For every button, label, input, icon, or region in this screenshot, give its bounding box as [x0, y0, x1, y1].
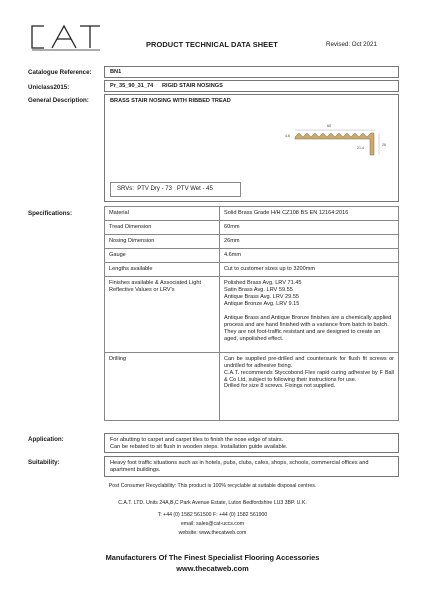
drilling-text: Can be supplied pre-drilled and countersunk for flush fit screws or undrilled for adhesive fixing.: [224, 355, 394, 369]
spec-value: Cut to customer sizes up to 3200mm: [220, 262, 399, 276]
revised-date: Revised: Oct 2021: [326, 41, 377, 48]
srv-box: [110, 182, 241, 197]
spec-value: Solid Brass Grade H/H CZ108 BS EN 12164:2016: [220, 207, 399, 221]
dim-left: 4.6: [285, 134, 290, 138]
drilling-label: Drilling: [105, 352, 220, 420]
spec-row: [105, 207, 399, 221]
nosing-profile-drawing: [283, 121, 395, 163]
drilling-text-3: Drilled for size 8 screws. Fixings not supplied.: [224, 383, 336, 390]
spec-name: Tread Dimension: [105, 220, 220, 234]
application-line-2: Can be rebated to sit flush in wooden steps. Installation guide available.: [110, 444, 288, 451]
specifications-table: [104, 206, 399, 421]
dim-width: 60: [327, 124, 331, 128]
suitability-label: Suitability:: [28, 459, 60, 466]
document-title: PRODUCT TECHNICAL DATA SHEET: [146, 40, 278, 49]
uniclass-code: Pr_35_90_31_74: [110, 83, 154, 89]
suitability-text: Heavy foot traffic situations such as in hotels, pubs, clubs, cafes, shops, schools, commercial offices and apartment buildings.: [110, 460, 369, 474]
dim-inner: 21.4: [357, 146, 364, 150]
spec-name: Lengths available: [105, 262, 220, 276]
company-address: C.A.T. LTD. Units 24A,B,C Park Avenue Estate, Luton Bedfordshire LU3 3BP. U.K.: [118, 500, 307, 506]
company-website: website: www.thecatweb.com: [178, 530, 247, 536]
uniclass-name: RIGID STAIR NOSINGS: [162, 83, 223, 89]
uniclass-box: [104, 80, 399, 92]
spec-value: 60mm: [220, 220, 399, 234]
application-line-1: For abutting to carpet and carpet tiles to finish the nose edge of stairs.: [110, 437, 284, 443]
finish-item: Antique Brass Avg. LRV 29.55: [224, 293, 300, 300]
dim-height: 26: [382, 143, 386, 147]
company-email: email: sales@cat-uccs.com: [180, 521, 245, 527]
finish-item: Satin Brass Avg. LRV 59.55: [224, 286, 293, 293]
spec-name: Nosing Dimension: [105, 234, 220, 248]
spec-name: Material: [105, 207, 220, 221]
finishes-row: [105, 276, 399, 352]
drilling-text-2: C.A.T. recommends Styccobond Flex rapid curing adhesive by F Ball & Co Ltd, subject to following their instructions for use.: [224, 369, 394, 383]
drilling-row: [105, 352, 399, 420]
catalogue-label: Catalogue Reference:: [28, 69, 92, 76]
spec-row: [105, 220, 399, 234]
finishes-note: Antique Brass and Antique Bronze finishes are a chemically applied process and are hand finished with a variance from batch to batch. They are not foot-traffic resistant and are designed to create an aged, unpolished effect.: [224, 314, 392, 342]
spec-value: 26mm: [220, 234, 399, 248]
finishes-label: Finishes available & Associated Light Reflective Values or LRV's: [105, 276, 220, 352]
application-label: Application:: [28, 436, 64, 443]
general-description-label: General Description:: [28, 97, 89, 104]
general-description-text: BRASS STAIR NOSING WITH RIBBED TREAD: [110, 98, 231, 104]
spec-name: Gauge: [105, 248, 220, 262]
spec-row: [105, 248, 399, 262]
uniclass-label: Uniclass2015:: [28, 84, 70, 91]
website-url[interactable]: www.thecatweb.com: [176, 564, 249, 573]
tagline: Manufacturers Of The Finest Specialist Flooring Accessories: [105, 553, 320, 562]
finish-item: Antique Bronze Avg. LRV 9.15: [224, 300, 300, 307]
spec-value: 4.6mm: [220, 248, 399, 262]
finish-item: Polished Brass Avg. LRV 71.45: [224, 279, 302, 286]
drilling-values: [220, 352, 399, 420]
company-phone: T: +44 (0) 1582 561500 F: +44 (0) 1582 561900: [157, 512, 268, 518]
catalogue-box: [104, 66, 399, 78]
srv-values: SRVs: PTV Dry - 73 PTV Wet - 45: [117, 186, 213, 192]
cat-logo: [30, 22, 102, 52]
spec-row: [105, 262, 399, 276]
finishes-values: [220, 276, 399, 352]
specifications-label: Specifications:: [28, 210, 73, 217]
suitability-box: [104, 456, 399, 477]
general-description-box: [104, 94, 399, 202]
application-box: [104, 433, 399, 453]
catalogue-value: BN1: [110, 69, 122, 75]
recyclability-note: Post Consumer Recyclability: This product is 100% recyclable at suitable disposal centres.: [108, 483, 317, 489]
spec-row: [105, 234, 399, 248]
